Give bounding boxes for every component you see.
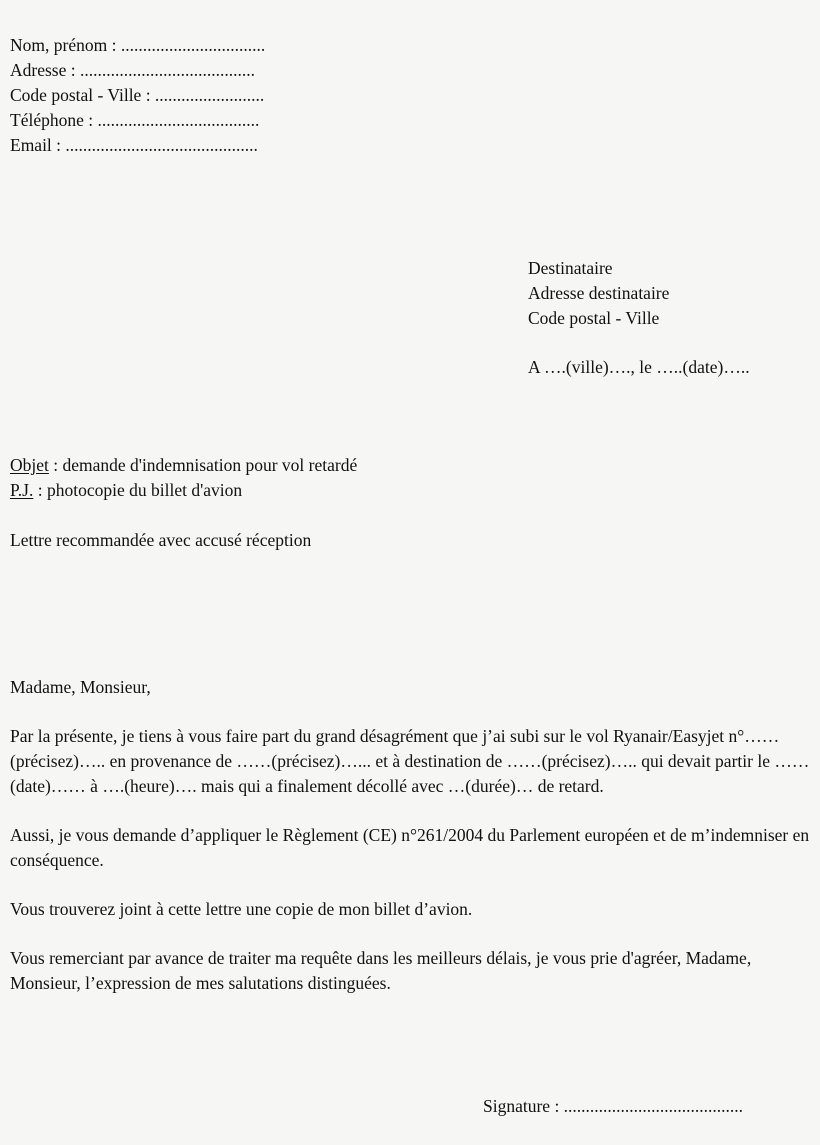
sender-email-line: Email : ............................................ [10, 135, 258, 155]
recipient-address-block [528, 256, 669, 331]
subject-object-label: Objet [10, 455, 49, 475]
subject-attachment-label: P.J. [10, 480, 34, 500]
subject-attachment-text: : photocopie du billet d'avion [33, 480, 243, 500]
sender-name-line: Nom, prénom : ................................. [10, 35, 266, 55]
salutation-line: Madame, Monsieur, [10, 677, 151, 697]
sender-postal-city-line: Code postal - Ville : ......................... [10, 85, 265, 105]
subject-object-text: : demande d'indemnisation pour vol retardé [48, 455, 358, 475]
recipient-name-line: Destinataire [528, 258, 613, 278]
subject-attachment-line [10, 478, 357, 503]
sender-address-block [10, 33, 265, 158]
place-and-date-line: A ….(ville)…., le …..(date)….. [528, 357, 750, 377]
letter-body [10, 724, 810, 996]
subject-object-line [10, 453, 357, 478]
recipient-address-line: Adresse destinataire [528, 283, 670, 303]
subject-block [10, 453, 357, 503]
signature-line: Signature : ......................................... [483, 1096, 744, 1116]
body-paragraph-regulation-request: Aussi, je vous demande d’appliquer le Règlement (CE) n°261/2004 du Parlement européen et de m’indemniser en conséquence. [10, 825, 810, 870]
registered-mail-note: Lettre recommandée avec accusé réception [10, 530, 312, 550]
sender-address-line: Adresse : ........................................ [10, 60, 255, 80]
sender-phone-line: Téléphone : ..................................... [10, 110, 260, 130]
body-paragraph-delay-details: Par la présente, je tiens à vous faire part du grand désagrément que j’ai subi sur le vol Ryanair/Easyjet n°……(précisez)….. en provenance de ……(précisez)…... et à destination de ……(précisez)….. qui devait partir le ……(date)…… à ….(heure)…. mais qui a finalement décollé avec …(durée)… de retard. [10, 726, 810, 796]
body-paragraph-closing: Vous remerciant par avance de traiter ma requête dans les meilleurs délais, je vous prie d'agréer, Madame, Monsieur, l’expression de mes salutations distinguées. [10, 948, 752, 993]
recipient-postal-city-line: Code postal - Ville [528, 308, 660, 328]
body-paragraph-enclosure: Vous trouverez joint à cette lettre une copie de mon billet d’avion. [10, 899, 473, 919]
